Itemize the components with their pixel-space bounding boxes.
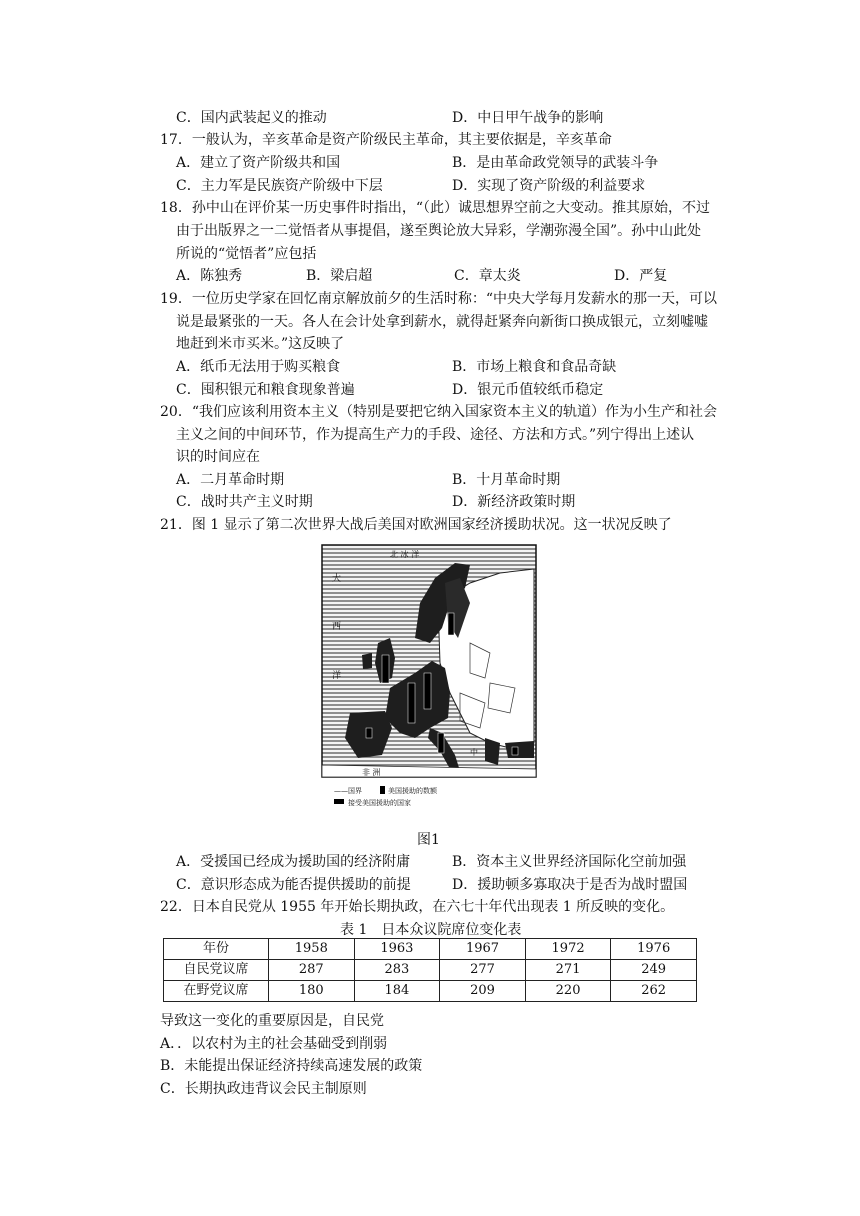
table-cell: 271 — [525, 960, 611, 981]
map-label-africa: 非 洲 — [362, 768, 381, 777]
table-year: 1967 — [440, 939, 526, 960]
q16-option-d: D．中日甲午战争的影响 — [452, 110, 604, 126]
q20-stem-line-2: 主义之间的中间环节，作为提高生产力的手段、途径、方法和方式。”列宁得出上述认 — [176, 427, 695, 443]
q21-stem: 21．图 1 显示了第二次世界大战后美国对欧洲国家经济援助状况。这一状况反映了 — [160, 517, 672, 533]
q22-option-a: A．．以农村为主的社会基础受到削弱 — [160, 1036, 388, 1052]
q19-option-b: B．市场上粮食和食品奇缺 — [452, 359, 617, 375]
q22-option-c: C．长期执政违背议会民主制原则 — [160, 1081, 367, 1097]
q20-option-a: A．二月革命时期 — [176, 472, 285, 488]
q17-option-d: D．实现了资产阶级的利益要求 — [452, 178, 646, 194]
legend-border: ——国界 — [334, 787, 362, 795]
map-label-atlantic-2: 西 — [332, 622, 342, 632]
q20-stem-line-3: 识的时间应在 — [176, 449, 260, 465]
table-year: 1976 — [611, 939, 697, 960]
q19-stem-line-2: 说是最紧张的一天。各人在会计处拿到薪水，就得赶紧奔向新街口换成银元，立刻嘘嘘 — [176, 314, 708, 330]
q18-stem-line-1: 18．孙中山在评价某一历史事件时指出，“（此）诚思想界空前之大变动。推其原始，不过 — [160, 200, 710, 216]
q17-option-b: B．是由革命政党领导的武装斗争 — [452, 155, 659, 171]
europe-aid-map — [320, 543, 538, 813]
map-label-atlantic-1: 大 — [332, 574, 342, 584]
table-cell: 287 — [269, 960, 355, 981]
table-cell: 262 — [611, 981, 697, 1002]
q18-option-d: D．严复 — [614, 268, 668, 284]
legend-aid-amount: 美国援助的数额 — [388, 787, 437, 795]
q18-option-a: A．陈独秀 — [176, 268, 243, 284]
q19-stem-line-3: 地赶到米市买米。”这反映了 — [176, 336, 345, 352]
legend-recipient-swatch — [334, 799, 344, 804]
q19-option-d: D．银元币值较纸币稳定 — [452, 382, 604, 398]
q18-option-b: B．梁启超 — [306, 268, 373, 284]
table-year: 1972 — [525, 939, 611, 960]
q19-option-a: A．纸币无法用于购买粮食 — [176, 359, 341, 375]
europe-aid-map-svg — [320, 543, 538, 813]
map-label-arctic: 北 冰 洋 — [390, 550, 420, 559]
table-cell: 209 — [440, 981, 526, 1002]
q20-option-c: C．战时共产主义时期 — [176, 494, 313, 510]
table-cell: 180 — [269, 981, 355, 1002]
table-cell: 277 — [440, 960, 526, 981]
q21-option-b: B．资本主义世界经济国际化空前加强 — [452, 854, 687, 870]
table-cell: 220 — [525, 981, 611, 1002]
map-label-atlantic-3: 洋 — [332, 671, 342, 681]
table-year: 1963 — [354, 939, 440, 960]
table-row — [164, 981, 697, 1002]
table-row-label: 自民党议席 — [164, 960, 269, 981]
table-cell: 249 — [611, 960, 697, 981]
table-cell: 184 — [354, 981, 440, 1002]
q20-option-b: B．十月革命时期 — [452, 472, 561, 488]
q20-option-d: D．新经济政策时期 — [452, 494, 576, 510]
q21-option-a: A．受援国已经成为援助国的经济附庸 — [176, 854, 411, 870]
q17-option-a: A．建立了资产阶级共和国 — [176, 155, 341, 171]
map-label-mediterranean: 中 — [470, 748, 478, 757]
legend-recipient: 接受美国援助的国家 — [348, 799, 411, 807]
q17-option-c: C．主力军是民族资产阶级中下层 — [176, 178, 383, 194]
q22-option-b: B．未能提出保证经济持续高速发展的政策 — [160, 1058, 423, 1074]
table-row — [164, 960, 697, 981]
q19-option-c: C．囤积银元和粮食现象普遍 — [176, 382, 355, 398]
q16-option-c: C．国内武装起义的推动 — [176, 110, 327, 126]
table-header-row — [164, 939, 697, 960]
table-cell: 283 — [354, 960, 440, 981]
figure-1-caption: 图1 — [417, 832, 440, 848]
table-1-caption: 表 1 日本众议院席位变化表 — [340, 922, 522, 938]
table-year: 1958 — [269, 939, 355, 960]
seat-change-table — [163, 938, 697, 1002]
q18-option-c: C．章太炎 — [454, 268, 521, 284]
q20-stem-line-1: 20．“我们应该利用资本主义（特别是要把它纳入国家资本主义的轨道）作为小生产和社会 — [160, 404, 717, 420]
legend-aid-amount-swatch — [380, 786, 385, 794]
q22-stem: 22．日本自民党从 1955 年开始长期执政，在六七十年代出现表 1 所反映的变化。 — [160, 899, 675, 915]
q17-stem: 17．一般认为，辛亥革命是资产阶级民主革命，其主要依据是，辛亥革命 — [160, 132, 612, 148]
q22-stem-after: 导致这一变化的重要原因是，自民党 — [160, 1013, 384, 1029]
q21-option-d: D．援助顿多寡取决于是否为战时盟国 — [452, 877, 688, 893]
q19-stem-line-1: 19．一位历史学家在回忆南京解放前夕的生活时称：“中央大学每月发薪水的那一天，可以 — [160, 291, 717, 307]
table-header-label: 年份 — [164, 939, 269, 960]
q18-stem-line-3: 所说的“觉悟者”应包括 — [176, 246, 317, 262]
table-row-label: 在野党议席 — [164, 981, 269, 1002]
q18-stem-line-2: 由于出版界之一二觉悟者从事提倡，遂至舆论放大异彩，学潮弥漫全国”。孙中山此处 — [176, 223, 702, 239]
q21-option-c: C．意识形态成为能否提供援助的前提 — [176, 877, 411, 893]
